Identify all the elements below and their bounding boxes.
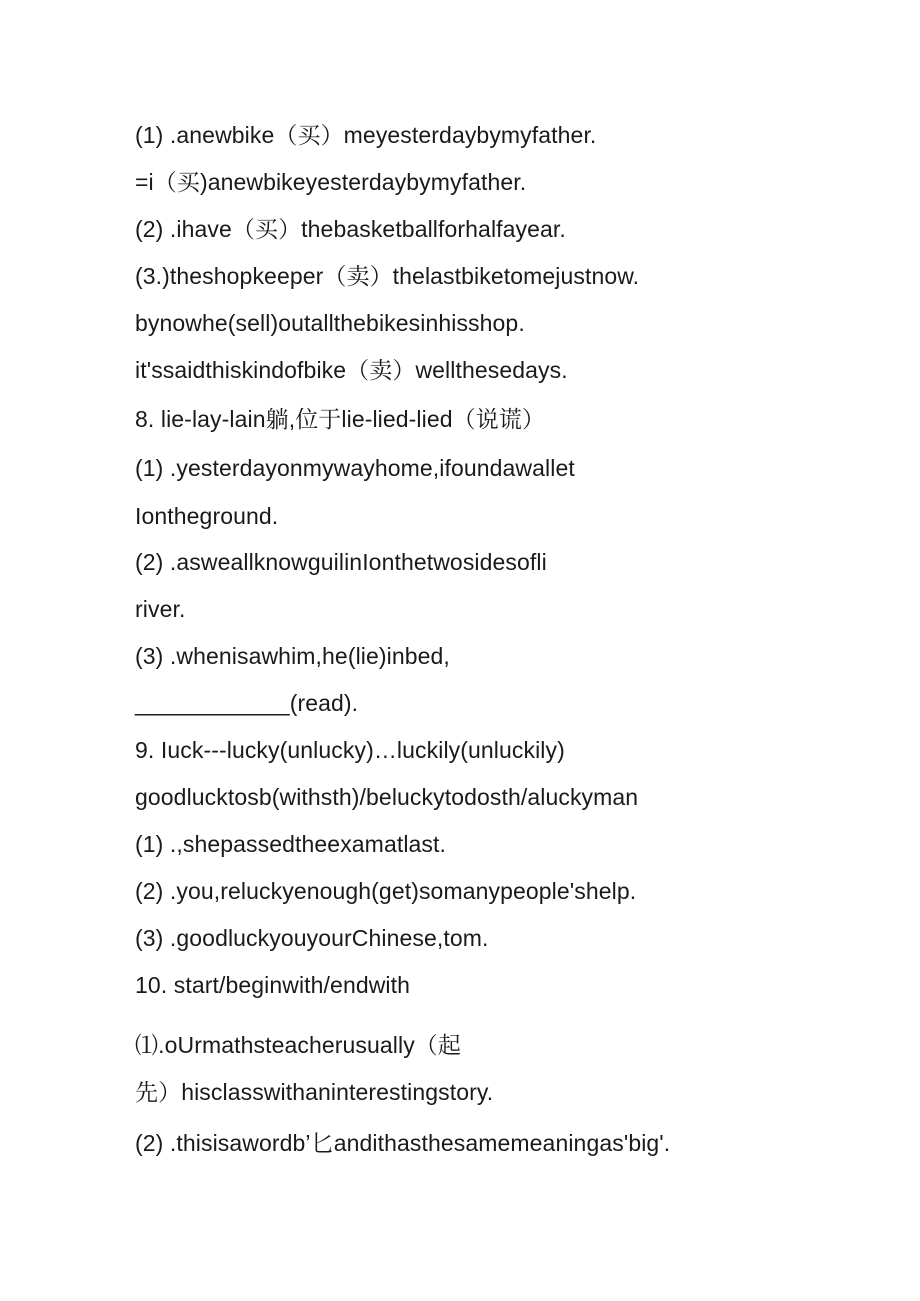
text-line-6: it'ssaidthiskindofbike（卖）wellthesedays.: [135, 357, 568, 383]
text-line-1: (1) .anewbike（买）meyesterdaybymyfather.: [135, 122, 597, 148]
text-line-17: (2) .you,reluckyenough(get)somanypeople'shelp.: [135, 878, 637, 904]
text-line-15: goodlucktosb(withsth)/beluckytodosth/aluckyman: [135, 784, 639, 810]
text-line-20: ⑴.oUrmathsteacherusually（起: [135, 1032, 461, 1058]
text-line-19: 10. start/beginwith/endwith: [135, 972, 411, 998]
text-line-2: =i（买)anewbikeyesterdaybymyfather.: [135, 169, 527, 195]
text-line-18: (3) .goodluckyouyourChinese,tom.: [135, 925, 489, 951]
text-line-22: (2) .thisisawordb’匕andithasthesamemeaningas'big'.: [135, 1130, 671, 1156]
text-line-16: (1) .,shepassedtheexamatlast.: [135, 831, 447, 857]
text-line-8: (1) .yesterdayonmywayhome,ifoundawallet: [135, 455, 575, 481]
text-line-7: 8. lie-lay-lain躺,位于lie-lied-lied（说谎）: [135, 406, 546, 432]
text-line-5: bynowhe(sell)outallthebikesinhisshop.: [135, 310, 525, 336]
text-line-13: ____________(read).: [135, 690, 359, 716]
text-line-3: (2) .ihave（买）thebasketballforhalfayear.: [135, 216, 566, 242]
text-line-12: (3) .whenisawhim,he(lie)inbed,: [135, 643, 450, 669]
text-line-4: (3.)theshopkeeper（卖）thelastbiketomejustnow.: [135, 263, 640, 289]
text-line-11: river.: [135, 596, 186, 622]
text-line-21: 先）hisclasswithaninterestingstory.: [135, 1079, 494, 1105]
text-line-10: (2) .asweallknowguilinIonthetwosidesofli: [135, 549, 547, 575]
text-line-9: Iontheground.: [135, 503, 279, 529]
text-line-14: 9. Iuck---lucky(unlucky)…luckily(unluckily): [135, 737, 565, 763]
